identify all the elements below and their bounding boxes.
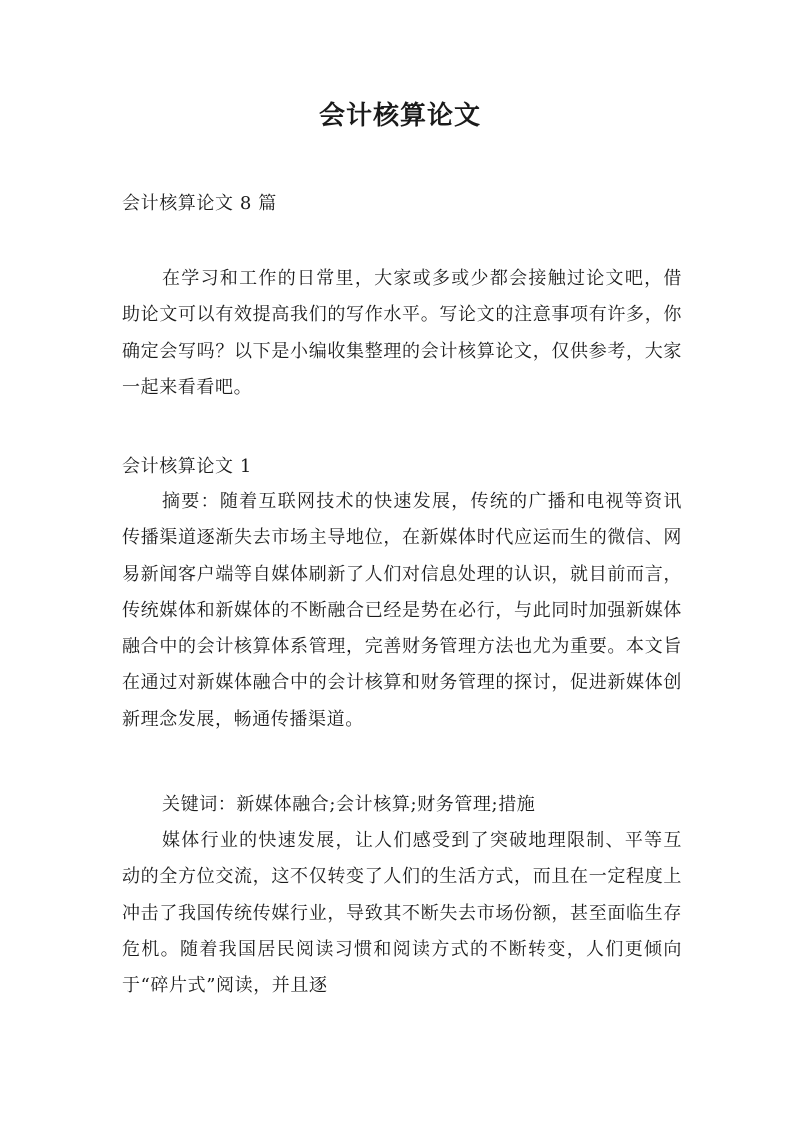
body-paragraph: 媒体行业的快速发展，让人们感受到了突破地理限制、平等互动的全方位交流，这不仅转变了人们的生活方式，而且在一定程度上冲击了我国传统传媒行业，导致其不断失去市场份额，甚至面临生存危机。随着我国居民阅读习惯和阅读方式的不断转变，人们更倾向于“碎片式”阅读，并且逐 <box>122 830 682 997</box>
document-subtitle: 会计核算论文 8 篇 <box>122 193 277 214</box>
abstract-paragraph: 摘要：随着互联网技术的快速发展，传统的广播和电视等资讯传播渠道逐渐失去市场主导地位，在新媒体时代应运而生的微信、网易新闻客户端等自媒体刷新了人们对信息处理的认识，就目前而言，传统媒体和新媒体的不断融合已经是势在必行，与此同时加强新媒体融合中的会计核算体系管理，完善财务管理方法也尤为重要。本文旨在通过对新媒体融合中的会计核算和财务管理的探讨，促进新媒体创新理念发展，畅通传播渠道。 <box>122 491 682 730</box>
section-heading: 会计核算论文 1 <box>122 456 252 477</box>
keywords-paragraph: 关键词：新媒体融合;会计核算;财务管理;措施 <box>162 794 536 815</box>
intro-paragraph: 在学习和工作的日常里，大家或多或少都会接触过论文吧，借助论文可以有效提高我们的写作水平。写论文的注意事项有许多，你确定会写吗？以下是小编收集整理的会计核算论文，仅供参考，大家一起来看看吧。 <box>122 268 682 398</box>
document-title: 会计核算论文 <box>318 101 481 131</box>
